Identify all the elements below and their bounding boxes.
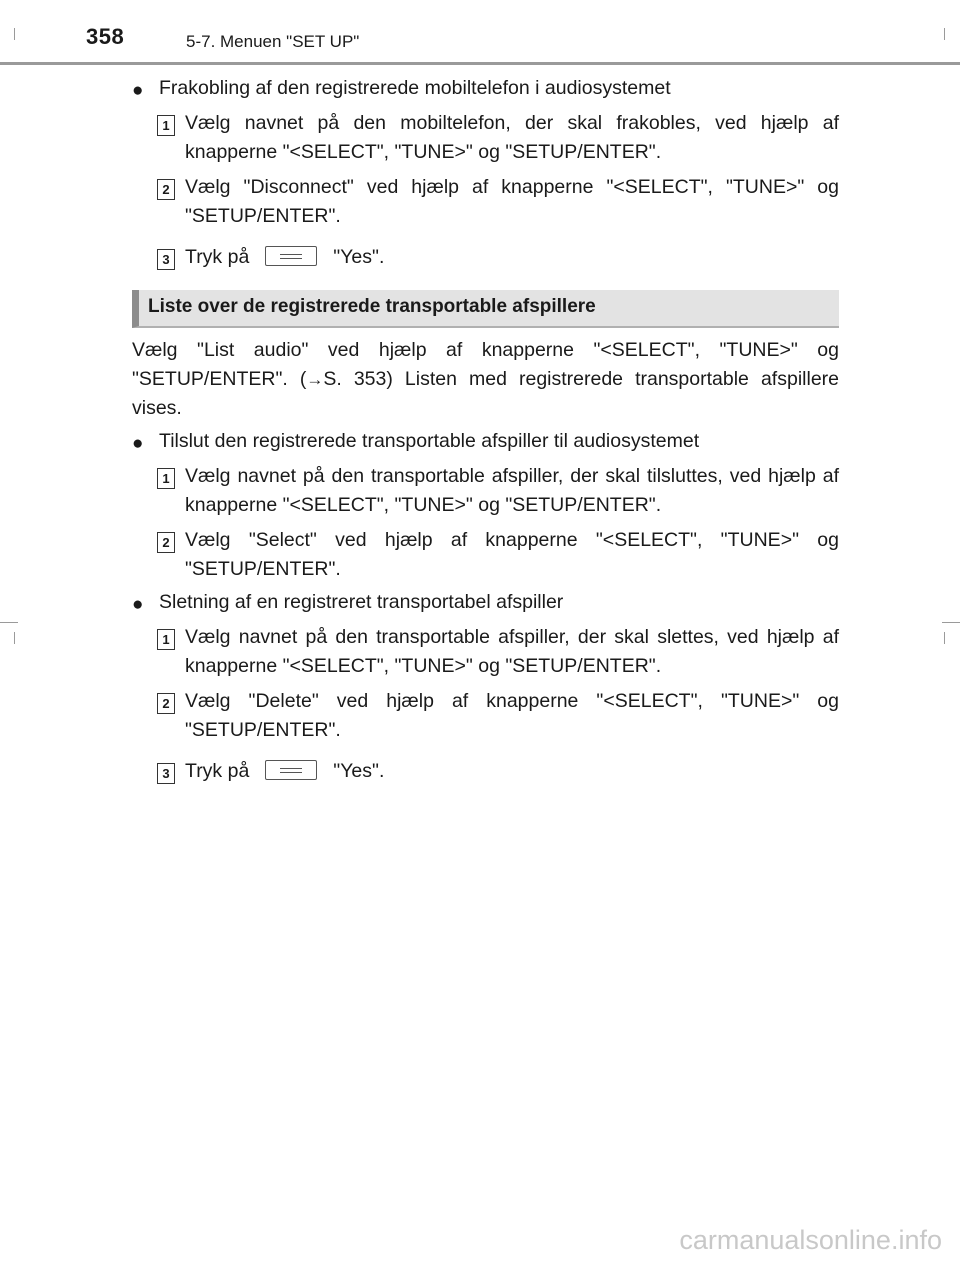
crop-mark xyxy=(14,632,15,644)
step-text: Tryk på xyxy=(185,246,250,268)
bullet-item xyxy=(132,74,839,103)
step-text: Vælg "Disconnect" ved hjælp af knapperne "<SELECT", "TUNE>" og "SETUP/ENTER". xyxy=(185,176,839,227)
intro-paragraph xyxy=(132,336,839,423)
arrow-icon: → xyxy=(306,370,324,389)
step-text: Vælg navnet på den mobiltelefon, der skal frakobles, ved hjælp af knapperne "<SELECT", "TUNE>" og "SETUP/ENTER". xyxy=(185,112,839,163)
bullet-icon: ● xyxy=(132,594,144,615)
step-item xyxy=(132,173,839,231)
step-item xyxy=(132,243,839,272)
button-icon xyxy=(265,760,317,780)
step-number: 2 xyxy=(157,179,175,200)
step-item xyxy=(132,623,839,681)
step-number: 3 xyxy=(157,249,175,270)
step-text: Vælg navnet på den transportable afspiller, der skal slettes, ved hjælp af knapperne "<SELECT", "TUNE>" og "SETUP/ENTER". xyxy=(185,626,839,677)
crop-mark xyxy=(944,632,945,644)
step-item xyxy=(132,526,839,584)
bullet-text: Sletning af en registreret transportabel afspiller xyxy=(159,591,564,613)
step-number: 1 xyxy=(157,468,175,489)
step-item xyxy=(132,462,839,520)
button-icon xyxy=(265,246,317,266)
step-number: 1 xyxy=(157,115,175,136)
bullet-icon: ● xyxy=(132,433,144,454)
header-rule xyxy=(0,62,960,65)
step-number: 1 xyxy=(157,629,175,650)
page-content xyxy=(132,70,839,786)
step-text: "Yes". xyxy=(333,760,385,782)
crop-mark xyxy=(942,622,960,623)
step-text: "Yes". xyxy=(333,246,385,268)
section-heading: Liste over de registrerede transportable afspillere xyxy=(132,290,839,328)
page-number: 358 xyxy=(86,24,125,49)
step-number: 2 xyxy=(157,532,175,553)
bullet-text: Tilslut den registrerede transportable afspiller til audiosystemet xyxy=(159,430,700,452)
bullet-item xyxy=(132,427,839,456)
crop-mark xyxy=(0,622,18,623)
step-text: Vælg "Select" ved hjælp af knapperne "<SELECT", "TUNE>" og "SETUP/ENTER". xyxy=(185,529,839,580)
step-text: Vælg "Delete" ved hjælp af knapperne "<SELECT", "TUNE>" og "SETUP/ENTER". xyxy=(185,690,839,741)
step-item xyxy=(132,109,839,167)
section-title: 5-7. Menuen "SET UP" xyxy=(186,32,360,51)
bullet-icon: ● xyxy=(132,80,144,101)
bullet-text: Frakobling af den registrerede mobiltelefon i audiosystemet xyxy=(159,77,671,99)
intro-text: Vælg "List audio" ved hjælp af knapperne "<SELECT", "TUNE>" og "SETUP/ENTER". ( xyxy=(132,339,839,390)
watermark: carmanualsonline.info xyxy=(679,1225,942,1255)
step-text: Tryk på xyxy=(185,760,250,782)
page-header xyxy=(0,0,960,66)
step-number: 3 xyxy=(157,763,175,784)
bullet-item xyxy=(132,588,839,617)
step-text: Vælg navnet på den transportable afspiller, der skal tilsluttes, ved hjælp af knapperne "<SELECT", "TUNE>" og "SETUP/ENTER". xyxy=(185,465,839,516)
step-item xyxy=(132,687,839,745)
intro-text: S. 353) Listen med registrerede transportable afspillere vises. xyxy=(132,368,839,419)
step-item xyxy=(132,757,839,786)
step-number: 2 xyxy=(157,693,175,714)
